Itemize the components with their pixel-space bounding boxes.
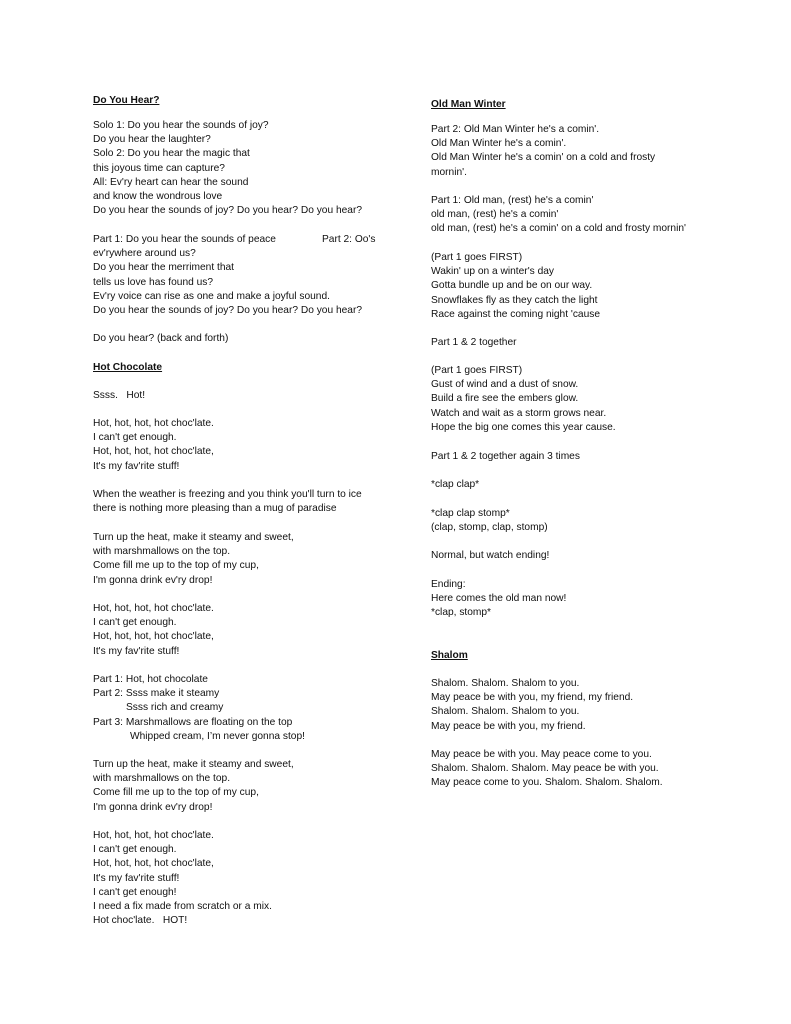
lyric-line: Race against the coming night 'cause [431, 308, 601, 320]
lyric-line: Here comes the old man now! [431, 593, 567, 605]
lyric-line: May peace be with you, my friend. [431, 720, 586, 732]
lyric-line: Watch and wait as a storm grows near. [431, 407, 607, 419]
old-man-winter-stanza-2 [431, 194, 686, 237]
lyric-line: Old Man Winter he's a comin'. [431, 138, 567, 150]
lyric-line: Hot, hot, hot, hot choc'late. [93, 830, 214, 841]
shalom-stanza-1 [431, 677, 633, 734]
lyric-line: Hot, hot, hot, hot choc'late. [93, 603, 214, 614]
lyric-line: Do you hear the merriment that [93, 262, 234, 274]
lyric-line: Part 1 & 2 together [431, 337, 517, 348]
lyric-line: Solo 2: Do you hear the magic that [93, 148, 250, 160]
lyric-line: Come fill me up to the top of my cup, [93, 560, 259, 572]
lyric-line: old man, (rest) he's a comin' [431, 209, 559, 221]
lyric-line: Shalom. Shalom. Shalom to you. [431, 678, 580, 689]
lyric-line: Part 1: Do you hear the sounds of peace [93, 234, 276, 245]
lyric-line: Come fill me up to the top of my cup, [93, 787, 259, 799]
lyric-line: Ssss rich and creamy [126, 702, 224, 714]
lyric-line: May peace come to you. Shalom. Shalom. Shalom. [431, 777, 663, 789]
hot-chocolate-chorus-2 [93, 602, 214, 659]
lyric-line: I'm gonna drink ev'ry drop! [93, 801, 213, 813]
lyric-line: mornin'. [431, 166, 467, 178]
hot-chocolate-intro [93, 389, 145, 403]
lyric-line: Old Man Winter he's a comin' on a cold and frosty [431, 152, 656, 164]
old-man-winter-ending [431, 578, 566, 621]
do-you-hear-stanza-3 [93, 332, 228, 346]
lyric-line: I can't get enough. [93, 844, 177, 856]
lyric-line: *clap, stomp* [431, 607, 492, 619]
lyric-line: When the weather is freezing and you think you'll turn to ice [93, 489, 362, 500]
lyric-line: May peace be with you, my friend, my friend. [431, 692, 634, 704]
hot-chocolate-verse-1 [93, 488, 362, 516]
hot-chocolate-verse-2 [93, 531, 294, 588]
song-title-shalom [431, 649, 468, 663]
lyric-line: Part 2: Ssss make it steamy [93, 688, 220, 700]
lyric-line: Ssss. Hot! [93, 390, 146, 401]
title-text: Hot Chocolate [93, 362, 163, 373]
title-text: Do You Hear? [93, 95, 160, 106]
do-you-hear-stanza-1 [93, 119, 362, 218]
lyric-line: I can't get enough! [93, 886, 177, 898]
lyric-line: Do you hear? (back and forth) [93, 333, 229, 344]
lyric-line: Wakin' up on a winter's day [431, 266, 554, 278]
lyric-line: I can't get enough. [93, 617, 177, 629]
lyric-line: and know the wondrous love [93, 190, 223, 202]
song-title-hot-chocolate [93, 361, 162, 375]
lyric-line: I'm gonna drink ev'ry drop! [93, 574, 213, 586]
lyric-line: It's my fav'rite stuff! [93, 872, 180, 884]
lyric-line: Shalom. Shalom. Shalom to you. [431, 706, 580, 718]
lyric-line: Solo 1: Do you hear the sounds of joy? [93, 120, 269, 131]
lyric-line: Do you hear the laughter? [93, 134, 211, 146]
lyric-line: Hot choc'late. HOT! [93, 915, 188, 927]
lyric-line: Hot, hot, hot, hot choc'late, [93, 446, 214, 458]
lyric-line: It's my fav'rite stuff! [93, 460, 180, 472]
lyric-line: this joyous time can capture? [93, 162, 225, 174]
lyric-line: I can't get enough. [93, 432, 177, 444]
lyric-line: Do you hear the sounds of joy? Do you hear? Do you hear? [93, 205, 363, 217]
lyric-line: Turn up the heat, make it steamy and sweet, [93, 532, 294, 543]
lyric-line: Whipped cream, I’m never gonna stop! [130, 730, 305, 742]
old-man-winter-stanza-4 [431, 336, 517, 350]
old-man-winter-stanza-7 [431, 478, 479, 492]
lyric-line: *clap clap stomp* [431, 508, 510, 519]
lyric-line: Hot, hot, hot, hot choc'late. [93, 418, 214, 429]
hot-chocolate-parts [93, 673, 305, 744]
title-text: Shalom [431, 650, 468, 661]
old-man-winter-stanza-8 [431, 507, 548, 535]
lyric-line: Hot, hot, hot, hot choc'late, [93, 631, 214, 643]
lyric-line: (clap, stomp, clap, stomp) [431, 522, 548, 534]
lyric-line: Ev'ry voice can rise as one and make a joyful sound. [93, 290, 330, 302]
lyric-line: with marshmallows on the top. [93, 773, 231, 785]
part-2-oos-note: Part 2: Oo's [322, 234, 376, 245]
shalom-stanza-2 [431, 748, 663, 791]
lyric-line: It's my fav'rite stuff! [93, 645, 180, 657]
old-man-winter-stanza-3 [431, 251, 600, 322]
song-title-old-man-winter [431, 98, 506, 112]
hot-chocolate-chorus-1 [93, 417, 214, 474]
lyric-line: ev'rywhere around us? [93, 248, 196, 260]
lyric-line: Part 1: Old man, (rest) he's a comin' [431, 195, 594, 206]
lyric-line: Part 3: Marshmallows are floating on the top [93, 716, 293, 728]
lyric-line: Build a fire see the embers glow. [431, 393, 579, 405]
lyric-line: Turn up the heat, make it steamy and sweet, [93, 759, 294, 770]
lyric-line: Ending: [431, 579, 466, 590]
lyric-line: tells us love has found us? [93, 276, 214, 288]
lyric-line: *clap clap* [431, 479, 480, 490]
old-man-winter-stanza-5 [431, 364, 616, 435]
do-you-hear-stanza-2 [93, 233, 393, 318]
lyric-line: with marshmallows on the top. [93, 546, 231, 558]
lyric-line: Gust of wind and a dust of snow. [431, 379, 579, 391]
lyric-line: Gotta bundle up and be on our way. [431, 280, 593, 292]
lyric-line: (Part 1 goes FIRST) [431, 252, 523, 263]
lyric-line: I need a fix made from scratch or a mix. [93, 900, 272, 912]
song-title-do-you-hear [93, 94, 159, 108]
lyric-line: Do you hear the sounds of joy? Do you hear? Do you hear? [93, 304, 363, 316]
old-man-winter-stanza-1 [431, 123, 655, 180]
lyric-line: Snowflakes fly as they catch the light [431, 294, 598, 306]
lyric-line: May peace be with you. May peace come to you. [431, 749, 652, 760]
lyric-line: there is nothing more pleasing than a mug of paradise [93, 503, 337, 515]
lyric-line: All: Ev'ry heart can hear the sound [93, 176, 249, 188]
lyric-line: Shalom. Shalom. Shalom. May peace be with you. [431, 763, 659, 775]
hot-chocolate-chorus-3 [93, 829, 272, 928]
lyric-line: Hot, hot, hot, hot choc'late, [93, 858, 214, 870]
lyric-line: Hope the big one comes this year cause. [431, 421, 616, 433]
old-man-winter-stanza-9 [431, 549, 549, 563]
title-text: Old Man Winter [431, 99, 506, 110]
hot-chocolate-verse-3 [93, 758, 294, 815]
lyric-line: old man, (rest) he's a comin' on a cold and frosty mornin' [431, 223, 686, 235]
lyric-line: Normal, but watch ending! [431, 550, 550, 561]
lyric-line: Part 1: Hot, hot chocolate [93, 674, 208, 685]
lyric-line: Part 1 & 2 together again 3 times [431, 451, 580, 462]
lyric-line: Part 2: Old Man Winter he's a comin'. [431, 124, 600, 135]
lyric-line: (Part 1 goes FIRST) [431, 365, 523, 376]
old-man-winter-stanza-6 [431, 450, 580, 464]
